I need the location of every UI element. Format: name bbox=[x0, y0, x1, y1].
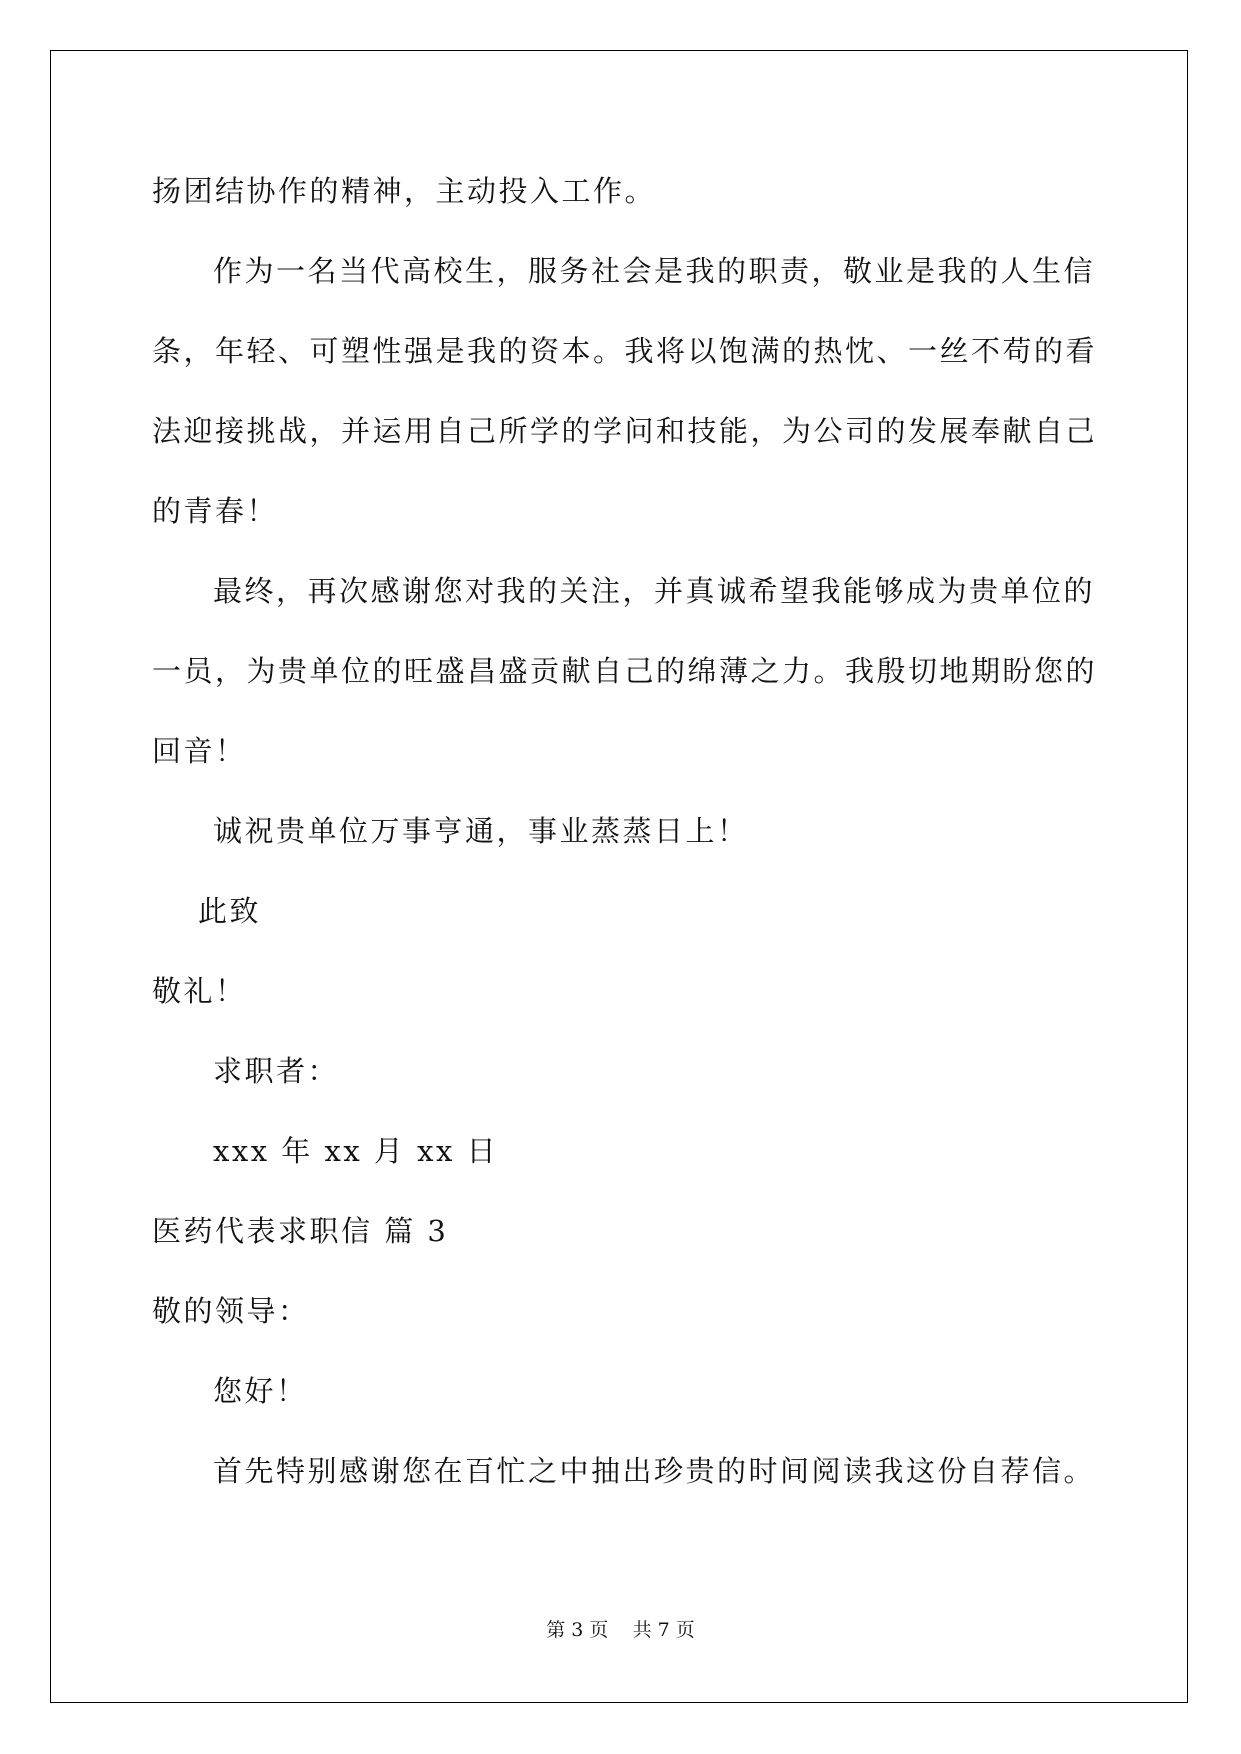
signature-date: xxx 年 xx 月 xx 日 bbox=[213, 1134, 499, 1168]
body-line-1: 扬团结协作的精神，主动投入工作。 bbox=[152, 174, 657, 208]
page-number: 第 3 页 共 7 页 bbox=[546, 1619, 695, 1641]
body-line-5: 的青春！ bbox=[152, 494, 279, 528]
body-line-3: 条，年轻、可塑性强是我的资本。我将以饱满的热忱、一丝不苟的看 bbox=[152, 334, 1098, 368]
letter-hello: 您好！ bbox=[213, 1374, 308, 1408]
closing-wish: 诚祝贵单位万事亨通，事业蒸蒸日上！ bbox=[213, 814, 749, 848]
letter-opening: 首先特别感谢您在百忙之中抽出珍贵的时间阅读我这份自荐信。 bbox=[213, 1454, 1096, 1488]
paragraph-start-2: 最终，再次感谢您对我的关注，并真诚希望我能够成为贵单位的 bbox=[213, 574, 1096, 608]
body-line-4: 法迎接挑战，并运用自己所学的学问和技能，为公司的发展奉献自己 bbox=[152, 414, 1098, 448]
signature-label: 求职者： bbox=[213, 1054, 340, 1088]
body-line-8: 回音！ bbox=[152, 734, 247, 768]
paragraph-start-1: 作为一名当代高校生，服务社会是我的职责，敬业是我的人生信 bbox=[213, 254, 1096, 288]
body-line-7: 一员，为贵单位的旺盛昌盛贡献自己的绵薄之力。我殷切地期盼您的 bbox=[152, 654, 1098, 688]
letter-greeting: 敬的领导： bbox=[152, 1294, 310, 1328]
section-heading: 医药代表求职信 篇 3 bbox=[152, 1214, 449, 1248]
salutation-jingli: 敬礼！ bbox=[152, 974, 247, 1008]
salutation-cizhi: 此致 bbox=[198, 894, 262, 928]
